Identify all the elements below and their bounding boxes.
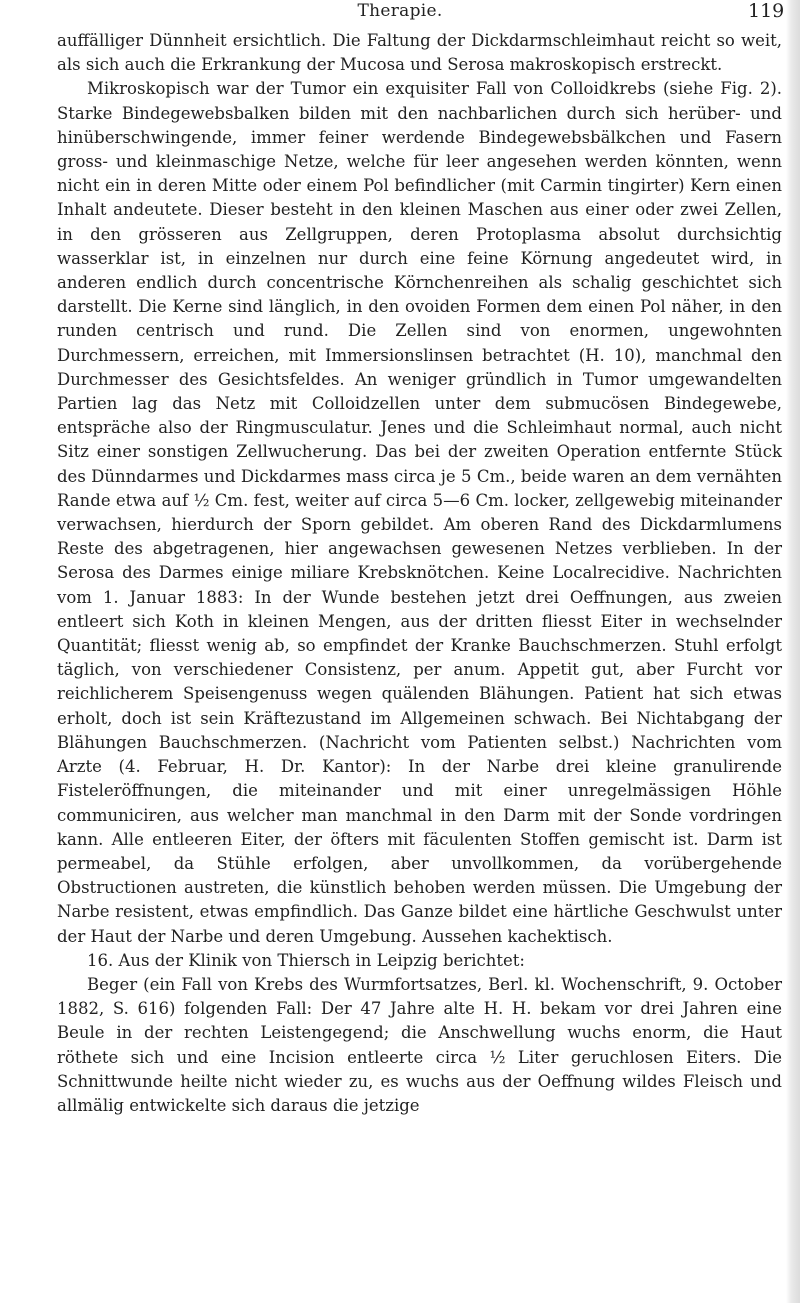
page-number: 119 — [748, 0, 785, 22]
paragraph-microscopy: Mikroskopisch war der Tumor ein exquisiter Fall von Colloidkrebs (siehe Fig. 2). Starke Bindegewebsbalken bilden mit den nachbarlichen durch sich herüber- und hinüberschwingende, immer feiner werdende Bindegewebsbälkchen und Fasern gross- und kleinmaschige Netze, welche für leer angesehen werden könnten, wenn nicht ein in deren Mitte oder einem Pol befindlicher (mit Carmin tingirter) Kern einen Inhalt andeutete. Dieser besteht in den kleinen Maschen aus einer oder zwei Zellen, in den grösseren aus Zellgruppen, deren Protoplasma absolut durchsichtig wasserklar ist, in einzelnen nur durch eine feine Körnung angedeutet wird, in anderen endlich durch concentrische Körnchenreihen als schalig geschichtet sich darstellt. Die Kerne sind länglich, in den ovoiden Formen dem einen Pol näher, in den runden centrisch und rund. Die Zellen sind von enormen, ungewohnten Durchmessern, erreichen, mit Immersionslinsen betrachtet (H. 10), manchmal den Durchmesser des Gesichtsfeldes. An weniger gründlich in Tumor umgewandelten Partien lag das Netz mit Colloidzellen unter dem submucösen Bindegewebe, entspräche also der Ringmusculatur. Jenes und die Schleimhaut normal, auch nicht Sitz einer sonstigen Zellwucherung. Das bei der zweiten Operation entfernte Stück des Dünndarmes und Dickdarmes mass circa je 5 Cm., beide waren an dem vernähten Rande etwa auf ½ Cm. fest, weiter auf circa 5—6 Cm. locker, zellgewebig miteinander verwachsen, hierdurch der Sporn gebildet. Am oberen Rand des Dickdarmlumens Reste des abgetragenen, hier angewachsen gewesenen Netzes verblieben. In der Serosa des Darmes einige miliare Krebsknötchen. Keine Localrecidive. Nachrichten vom 1. Januar 1883: In der Wunde bestehen jetzt drei Oeffnungen, aus zweien entleert sich Koth in kleinen Mengen, aus der dritten fliesst Eiter in wechselnder Quantität; fliesst wenig ab, so empfindet der Kranke Bauchschmerzen. Stuhl erfolgt täglich, von verschiedener Consistenz, per anum. Appetit gut, aber Furcht vor reichlicherem Speisengenuss wegen quälenden Blähungen. Patient hat sich etwas erholt, doch ist sein Kräftezustand im Allgemeinen schwach. Bei Nichtabgang der Blähungen Bauchschmerzen. (Nachricht vom Patienten selbst.) Nachrichten vom Arzte (4. Februar, H. Dr. Kantor): In der Narbe drei kleine granulirende Fisteleröffnungen, die miteinander und mit einer unregelmässigen Höhle communiciren, aus welcher man manchmal in den Darm mit der Sonde vordringen kann. Alle entleeren Eiter, der öfters mit fäculenten Stoffen gemischt ist. Darm ist permeabel, da Stühle erfolgen, aber unvollkommen, da vorübergehende Obstructionen austreten, die künstlich behoben werden müssen. Die Umgebung der Narbe resistent, etwas empfindlich. Das Ganze bildet eine härtliche Geschwulst unter der Haut der Narbe und deren Umgebung. Aussehen kachektisch. — [57, 79, 782, 946]
running-title: Therapie. — [357, 1, 443, 21]
paragraph-case-heading: 16. Aus der Klinik von Thiersch in Leipzig berichtet: — [87, 950, 525, 970]
paragraph-continued: auffälliger Dünnheit ersichtlich. Die Faltung der Dickdarmschleimhaut reicht so weit, als sich auch die Erkrankung der Mucosa und Serosa makroskopisch erstreckt. — [57, 31, 782, 75]
page-header — [0, 0, 800, 26]
page-edge-shadow — [786, 0, 800, 1303]
paragraph-beger-case: Beger (ein Fall von Krebs des Wurmfortsatzes, Berl. kl. Wochenschrift, 9. October 1882, S. 616) folgenden Fall: Der 47 Jahre alte H. H. bekam vor drei Jahren eine Beule in der rechten Leistengegend; die Anschwellung wuchs enorm, die Haut röthete sich und eine Incision entleerte circa ½ Liter geruchlosen Eiters. Die Schnittwunde heilte nicht wieder zu, es wuchs aus der Oeffnung wildes Fleisch und allmälig entwickelte sich daraus die jetzige — [57, 974, 782, 1115]
page-body — [57, 29, 782, 1118]
